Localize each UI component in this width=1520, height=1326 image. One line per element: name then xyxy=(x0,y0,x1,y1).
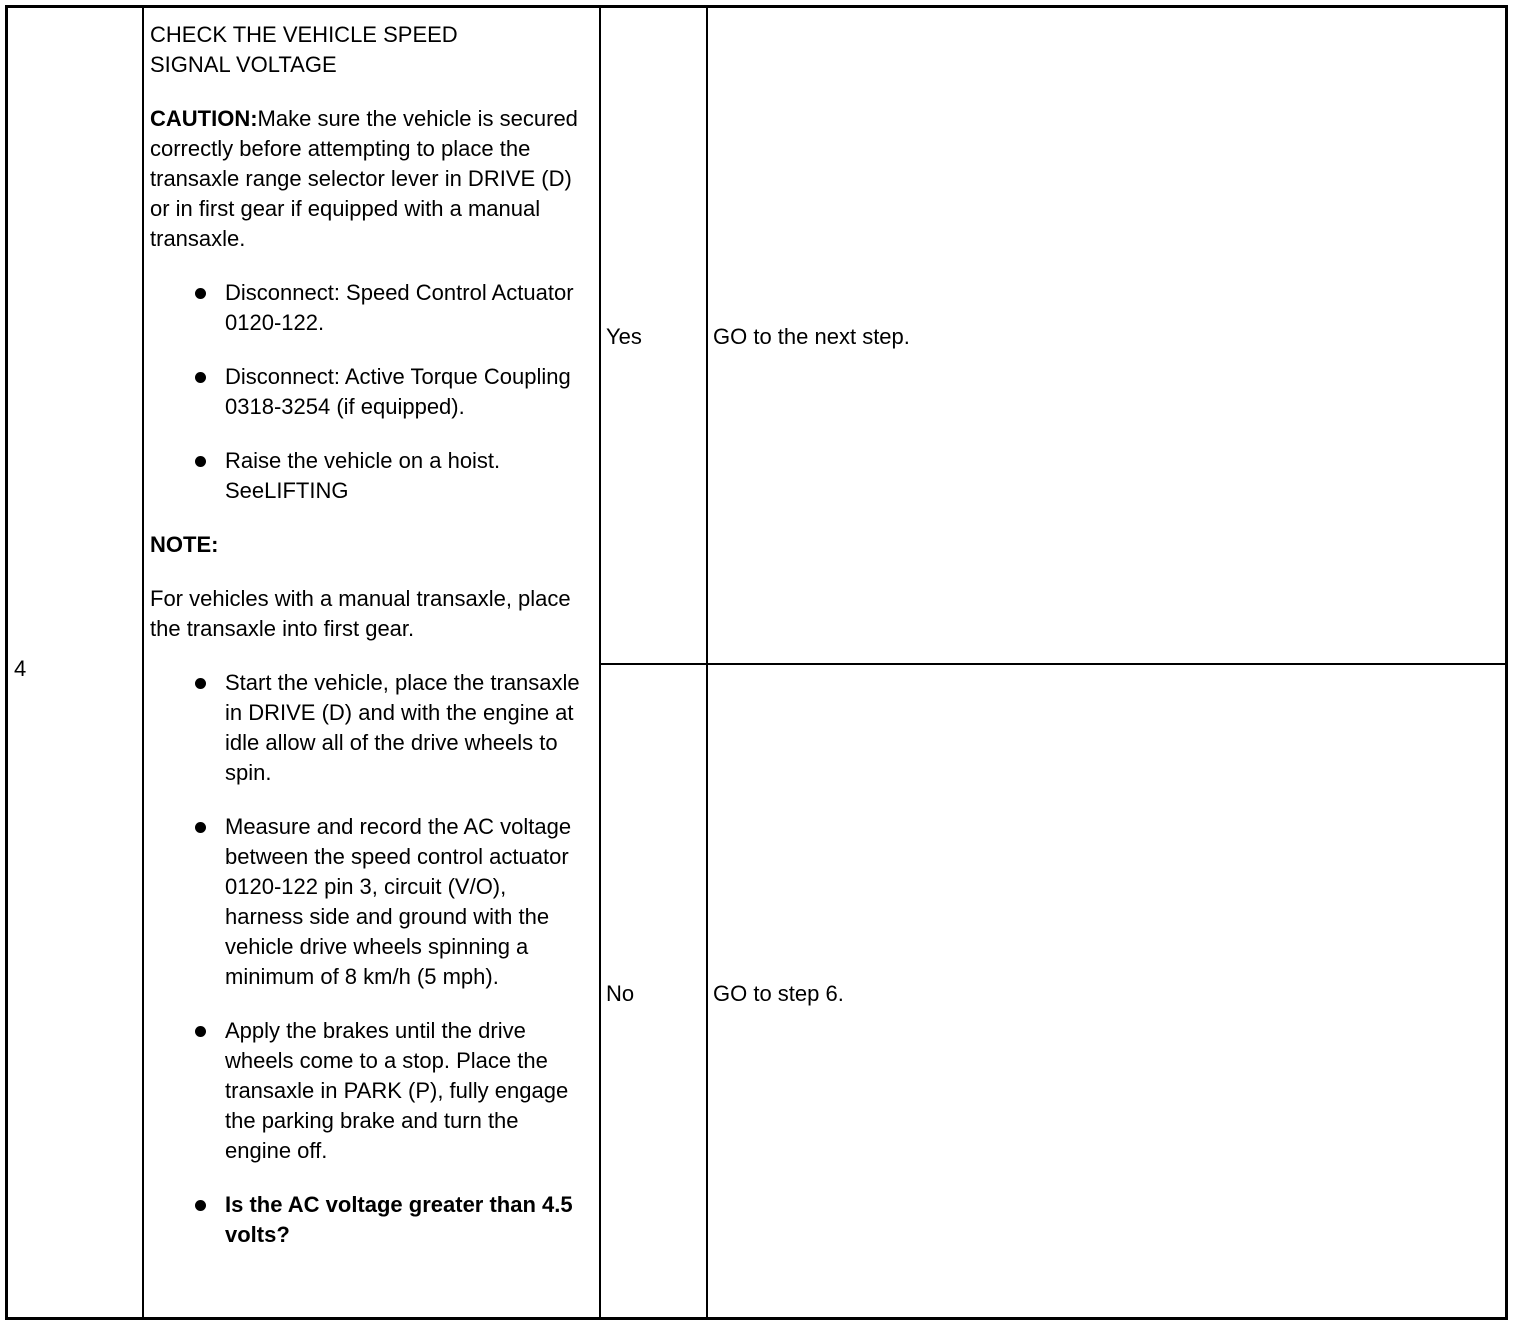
list-item: Start the vehicle, place the transaxle in DRIVE (D) and with the engine at idle allow all of the drive wheels to spin. xyxy=(150,668,590,788)
list-item: Disconnect: Active Torque Coupling 0318-3254 (if equipped). xyxy=(150,362,590,422)
row-divider xyxy=(600,663,1505,665)
bullet-icon xyxy=(195,456,206,467)
note-text: For vehicles with a manual transaxle, place the transaxle into first gear. xyxy=(150,586,571,641)
step-title-line2: SIGNAL VOLTAGE xyxy=(150,52,337,77)
no-label: No xyxy=(606,981,635,1006)
caution-text: Make sure the vehicle is secured correctly before attempting to place the transaxle range selector lever in DRIVE (D) or in first gear if equipped with a manual transaxle. xyxy=(150,106,578,251)
question-item xyxy=(150,1190,590,1250)
no-action: GO to step 6. xyxy=(713,981,844,1006)
bullet-icon xyxy=(195,288,206,299)
column-divider xyxy=(142,8,144,1317)
bullet-icon xyxy=(195,372,206,383)
bullet-icon xyxy=(195,1200,206,1211)
bullet-icon xyxy=(195,822,206,833)
question-text: Is the AC voltage greater than 4.5 volts? xyxy=(225,1192,573,1247)
step-title-line1: CHECK THE VEHICLE SPEED xyxy=(150,22,458,47)
step-instructions xyxy=(150,20,590,1274)
caution-block xyxy=(150,104,590,254)
bullet-icon xyxy=(195,1026,206,1037)
yes-action: GO to the next step. xyxy=(713,324,910,349)
caution-label: CAUTION: xyxy=(150,106,258,131)
procedure-list-a xyxy=(150,278,590,506)
diagnostic-step-table xyxy=(5,5,1508,1320)
yes-label: Yes xyxy=(606,324,642,349)
list-item: Raise the vehicle on a hoist. SeeLIFTING xyxy=(150,446,590,506)
step-title xyxy=(150,20,590,80)
procedure-list-b xyxy=(150,668,590,1250)
list-item: Measure and record the AC voltage between the speed control actuator 0120-122 pin 3, circuit (V/O), harness side and ground with the vehicle drive wheels spinning a minimum of 8 km/h (5 mph). xyxy=(150,812,590,992)
step-number: 4 xyxy=(14,656,27,681)
list-item: Disconnect: Speed Control Actuator 0120-122. xyxy=(150,278,590,338)
note-label: NOTE: xyxy=(150,532,219,557)
list-item: Apply the brakes until the drive wheels come to a stop. Place the transaxle in PARK (P), fully engage the parking brake and turn the engine off. xyxy=(150,1016,590,1166)
bullet-icon xyxy=(195,678,206,689)
